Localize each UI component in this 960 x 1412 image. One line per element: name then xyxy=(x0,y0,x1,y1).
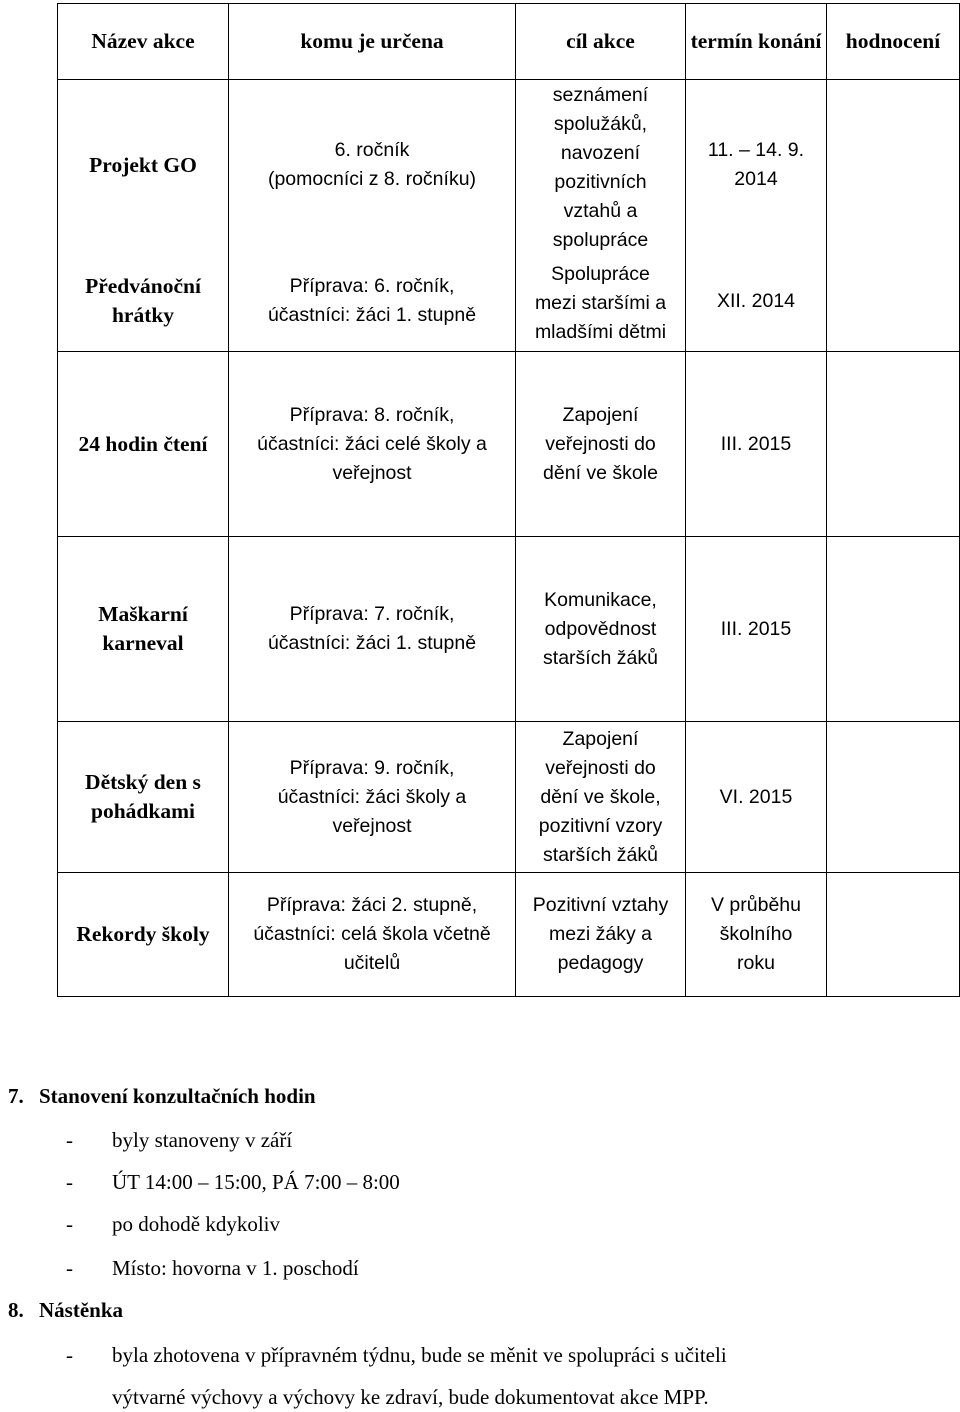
section-7-heading xyxy=(8,1082,316,1110)
list-item xyxy=(66,1254,359,1282)
bullet-dash: - xyxy=(66,1128,73,1152)
section-title: Nástěnka xyxy=(39,1298,124,1322)
event-goal: Pozitivní vztahy mezi žáky a pedagogy xyxy=(516,873,686,997)
event-target: Příprava: 9. ročník, účastníci: žáci školy a veřejnost xyxy=(229,722,516,873)
event-goal: Spolupráce mezi staršími a mladšími dětmi xyxy=(534,263,667,343)
header-target: komu je určena xyxy=(229,4,516,80)
list-item-text: byly stanoveny v září xyxy=(112,1128,293,1152)
section-title: Stanovení konzultačních hodin xyxy=(39,1084,316,1108)
event-term: III. 2015 xyxy=(686,537,827,722)
bullet-dash: - xyxy=(66,1256,73,1280)
event-name: Rekordy školy xyxy=(58,873,229,997)
event-target: Příprava: 6. ročník, účastníci: žáci 1. stupně xyxy=(267,275,477,326)
event-term: V průběhu školního roku xyxy=(686,873,827,997)
list-item xyxy=(66,1168,400,1196)
event-goal: seznámení spolužáků, navození pozitivních vztahů a spolupráce xyxy=(552,84,649,251)
cell-evaluation xyxy=(827,352,960,537)
events-table xyxy=(57,3,960,997)
event-target: 6. ročník (pomocníci z 8. ročníku) xyxy=(267,139,477,190)
cell-target xyxy=(229,80,516,352)
cell-goal xyxy=(516,80,686,352)
cell-term xyxy=(686,80,827,352)
header-evaluation: hodnocení xyxy=(827,4,960,80)
cell-evaluation xyxy=(827,537,960,722)
event-name: Dětský den s pohádkami xyxy=(58,722,229,873)
header-term: termín konání xyxy=(686,4,827,80)
event-target: Příprava: 8. ročník, účastníci: žáci celé školy a veřejnost xyxy=(229,352,516,537)
cell-evaluation xyxy=(827,722,960,873)
header-name: Název akce xyxy=(58,4,229,80)
table-row xyxy=(58,722,960,873)
table-row xyxy=(58,80,960,352)
event-term: VI. 2015 xyxy=(686,722,827,873)
section-number: 7. xyxy=(8,1084,24,1108)
table-row xyxy=(58,873,960,997)
list-item xyxy=(66,1126,292,1154)
event-goal: Zapojení veřejnosti do dění ve škole, pozitivní vzory starších žáků xyxy=(516,722,686,873)
event-goal: Komunikace, odpovědnost starších žáků xyxy=(516,537,686,722)
list-item-continuation: výtvarné výchovy a výchovy ke zdraví, bude dokumentovat akce MPP. xyxy=(112,1385,709,1409)
list-item-text: po dohodě kdykoliv xyxy=(112,1212,280,1236)
event-name: Projekt GO xyxy=(89,152,197,177)
table-row xyxy=(58,352,960,537)
bullet-dash: - xyxy=(66,1343,73,1367)
section-8-heading xyxy=(8,1296,123,1324)
event-target: Příprava: 7. ročník, účastníci: žáci 1. stupně xyxy=(229,537,516,722)
event-target: Příprava: žáci 2. stupně, účastníci: celá škola včetně učitelů xyxy=(229,873,516,997)
event-term: 11. – 14. 9. 2014 xyxy=(707,139,805,190)
cell-evaluation xyxy=(827,80,960,352)
header-goal: cíl akce xyxy=(516,4,686,80)
bullet-dash: - xyxy=(66,1170,73,1194)
event-name: Maškarní karneval xyxy=(58,537,229,722)
event-name: 24 hodin čtení xyxy=(58,352,229,537)
cell-name xyxy=(58,80,229,352)
table-header-row xyxy=(58,4,960,80)
list-item-text: byla zhotovena v přípravném týdnu, bude se měnit ve spolupráci s učiteli xyxy=(112,1343,727,1367)
list-item xyxy=(66,1210,280,1238)
section-number: 8. xyxy=(8,1298,24,1322)
event-term: III. 2015 xyxy=(686,352,827,537)
table-row xyxy=(58,537,960,722)
event-name: Předvánoční hrátky xyxy=(85,274,201,327)
event-term: XII. 2014 xyxy=(716,289,796,312)
list-item xyxy=(66,1341,727,1369)
event-goal: Zapojení veřejnosti do dění ve škole xyxy=(516,352,686,537)
cell-evaluation xyxy=(827,873,960,997)
bullet-dash: - xyxy=(66,1212,73,1236)
list-item-text: ÚT 14:00 – 15:00, PÁ 7:00 – 8:00 xyxy=(112,1170,400,1194)
list-item-text: Místo: hovorna v 1. poschodí xyxy=(112,1256,359,1280)
